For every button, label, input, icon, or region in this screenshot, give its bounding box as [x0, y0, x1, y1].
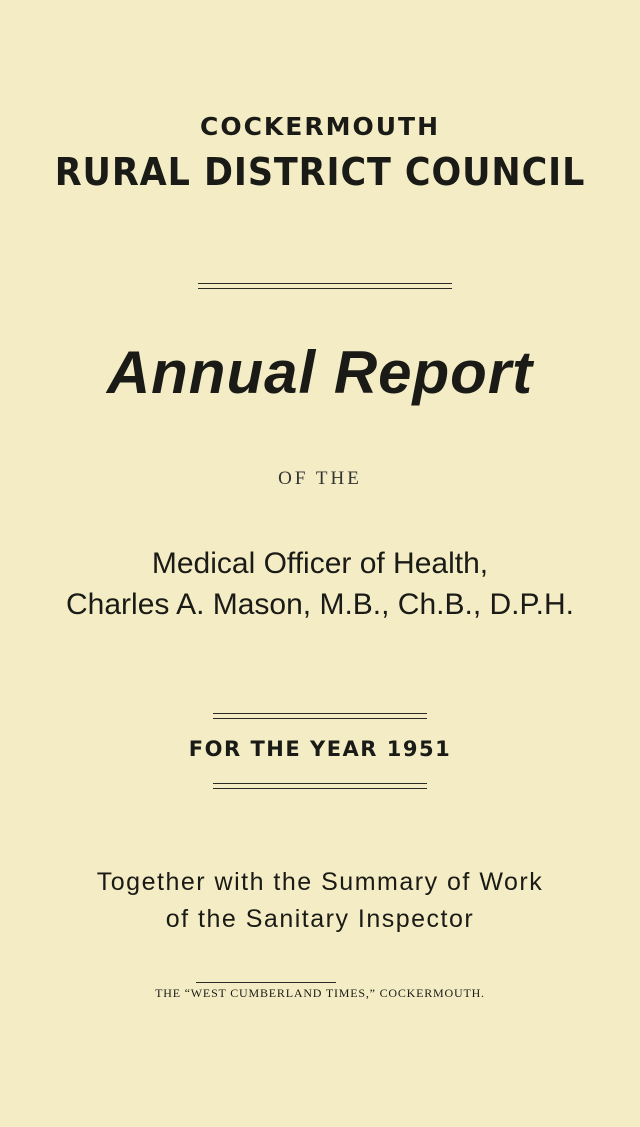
officer-title: Medical Officer of Health, [151, 547, 489, 580]
divider-rule [213, 788, 427, 789]
divider-rule [196, 982, 336, 983]
of-the-label: OF THE [278, 468, 362, 489]
divider-rule [213, 713, 427, 714]
divider-rule [198, 288, 452, 289]
divider-rule [198, 283, 452, 284]
place-heading: COCKERMOUTH [199, 112, 441, 141]
summary-line-2: of the Sanitary Inspector [165, 905, 475, 933]
report-year: FOR THE YEAR 1951 [188, 737, 452, 761]
council-heading: RURAL DISTRICT COUNCIL [54, 150, 586, 194]
divider-rule [213, 783, 427, 784]
printer-credit: THE “WEST CUMBERLAND TIMES,” COCKERMOUTH. [155, 986, 485, 1000]
divider-rule [213, 718, 427, 719]
report-title: Annual Report [106, 339, 534, 406]
summary-line-1: Together with the Summary of Work [96, 868, 544, 896]
officer-name: Charles A. Mason, M.B., Ch.B., D.P.H. [66, 588, 574, 621]
